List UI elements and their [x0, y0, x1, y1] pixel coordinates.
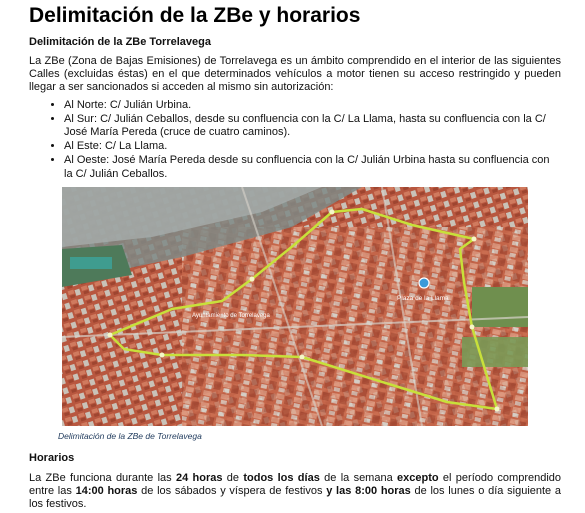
bold-text: 24 horas	[175, 471, 223, 484]
text-run: de los lunes o día siguiente a los festivos.	[29, 485, 562, 511]
map-label-plaza: Plaza de la Llama	[397, 294, 449, 302]
page-title: Delimitación de la ZBe y horarios	[29, 4, 361, 27]
boundary-list	[29, 99, 561, 181]
bold-text: todos los días	[243, 471, 320, 484]
map-label-ayuntamiento: Ayuntamiento de Torrelavega	[192, 312, 270, 319]
bold-text: 14:00 horas	[75, 485, 138, 498]
list-item: • Al Este: C/ La Llama.	[64, 140, 561, 153]
bold-text: y las 8:00 horas	[326, 485, 411, 498]
intro-paragraph: La ZBe (Zona de Bajas Emisiones) de Torrelavega es un ámbito comprendido en el interior de las siguientes Calles (excluidas éstas) en el que determinados vehículos a motor tienen su acceso restringido y pueden llegar a ser sancionados si acceden al mismo sin autorización:	[29, 55, 561, 94]
map-caption: Delimitación de la ZBe de Torrelavega	[58, 430, 202, 441]
schedule-paragraph	[29, 472, 561, 512]
section-heading-schedule: Horarios	[29, 451, 75, 464]
text-run: de	[222, 471, 244, 484]
text-run: de la semana	[319, 471, 398, 484]
text-run: el período comprendido entre las	[29, 471, 562, 498]
section-heading-delimitation: Delimitación de la ZBe Torrelavega	[29, 36, 211, 48]
list-item: • Al Oeste: José María Pereda desde su confluencia con la C/ Julián Urbina hasta su confluencia con la C/ Julián Ceballos.	[64, 154, 561, 180]
text-run: La ZBe funciona durante las	[29, 471, 176, 484]
bold-text: excepto	[397, 471, 439, 484]
zbe-aerial-map	[62, 187, 528, 426]
text-run: de los sábados y víspera de festivos	[137, 485, 327, 498]
location-pin-icon	[419, 278, 429, 288]
list-item: • Al Sur: C/ Julián Ceballos, desde su confluencia con la C/ La Llama, hasta su confluencia con la C/ José María Pereda (cruce de cuatro caminos).	[64, 113, 561, 139]
list-item: • Al Norte: C/ Julián Urbina.	[64, 99, 561, 112]
